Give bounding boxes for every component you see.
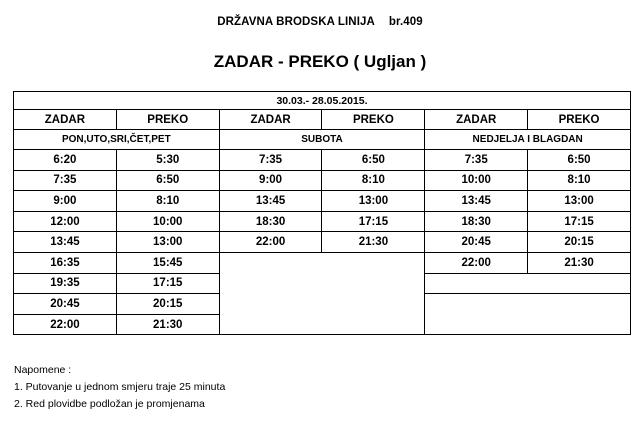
departure-preko: 17:15 [116, 273, 219, 294]
departure-preko: 13:00 [322, 191, 425, 212]
empty-cell-saturday [219, 252, 425, 334]
departure-zadar: 12:00 [14, 211, 117, 232]
departure-zadar: 9:00 [14, 191, 117, 212]
departure-preko: 21:30 [528, 252, 631, 273]
departure-preko: 6:50 [322, 150, 425, 171]
departure-zadar: 13:45 [219, 191, 322, 212]
departure-zadar: 20:45 [14, 294, 117, 315]
departure-zadar: 7:35 [425, 150, 528, 171]
validity-period: 30.03.- 28.05.2015. [14, 92, 631, 110]
departure-preko: 5:30 [116, 150, 219, 171]
table-row [14, 191, 631, 212]
empty-cell-sunday [425, 294, 631, 335]
note-item: 2. Red plovidbe podložan je promjenama [14, 398, 205, 410]
departure-preko: 17:15 [322, 211, 425, 232]
departure-preko: 8:10 [528, 170, 631, 191]
table-row [14, 150, 631, 171]
timetable [13, 91, 631, 335]
port-header: PREKO [322, 110, 425, 130]
departure-preko: 21:30 [322, 232, 425, 253]
departure-zadar: 7:35 [219, 150, 322, 171]
port-header: PREKO [528, 110, 631, 130]
departure-zadar: 18:30 [219, 211, 322, 232]
departure-preko: 15:45 [116, 252, 219, 273]
day-group-sunday: NEDJELJA I BLAGDAN [425, 130, 631, 150]
notes-section [14, 362, 225, 413]
departure-zadar: 10:00 [425, 170, 528, 191]
day-group-saturday: SUBOTA [219, 130, 425, 150]
day-group-weekday: PON,UTO,SRI,ČET,PET [14, 130, 220, 150]
port-header: PREKO [116, 110, 219, 130]
empty-cell-sunday [425, 273, 631, 294]
operator-name: DRŽAVNA BRODSKA LINIJA [217, 16, 375, 28]
departure-zadar: 18:30 [425, 211, 528, 232]
departure-preko: 13:00 [528, 191, 631, 212]
port-header: ZADAR [219, 110, 322, 130]
departure-preko: 20:15 [116, 294, 219, 315]
table-row [14, 170, 631, 191]
departure-preko: 17:15 [528, 211, 631, 232]
departure-preko: 6:50 [528, 150, 631, 171]
departure-preko: 13:00 [116, 232, 219, 253]
departure-zadar: 16:35 [14, 252, 117, 273]
departure-zadar: 22:00 [14, 314, 117, 335]
departure-zadar: 22:00 [219, 232, 322, 253]
departure-zadar: 9:00 [219, 170, 322, 191]
departure-preko: 8:10 [116, 191, 219, 212]
document-header [0, 16, 640, 28]
line-number: br.409 [388, 16, 423, 28]
notes-title: Napomene : [14, 364, 72, 376]
departure-preko: 20:15 [528, 232, 631, 253]
port-header: ZADAR [425, 110, 528, 130]
departure-preko: 21:30 [116, 314, 219, 335]
departure-zadar: 6:20 [14, 150, 117, 171]
departure-preko: 10:00 [116, 211, 219, 232]
route-title: ZADAR - PREKO ( Ugljan ) [213, 52, 427, 71]
note-item: 1. Putovanje u jednom smjeru traje 25 minuta [14, 381, 226, 393]
departure-preko: 8:10 [322, 170, 425, 191]
port-header: ZADAR [14, 110, 117, 130]
departure-preko: 6:50 [116, 170, 219, 191]
departure-zadar: 13:45 [14, 232, 117, 253]
departure-zadar: 20:45 [425, 232, 528, 253]
departure-zadar: 22:00 [425, 252, 528, 273]
departure-zadar: 13:45 [425, 191, 528, 212]
departure-zadar: 7:35 [14, 170, 117, 191]
table-row [14, 252, 631, 273]
departure-zadar: 19:35 [14, 273, 117, 294]
table-row [14, 232, 631, 253]
table-row [14, 211, 631, 232]
